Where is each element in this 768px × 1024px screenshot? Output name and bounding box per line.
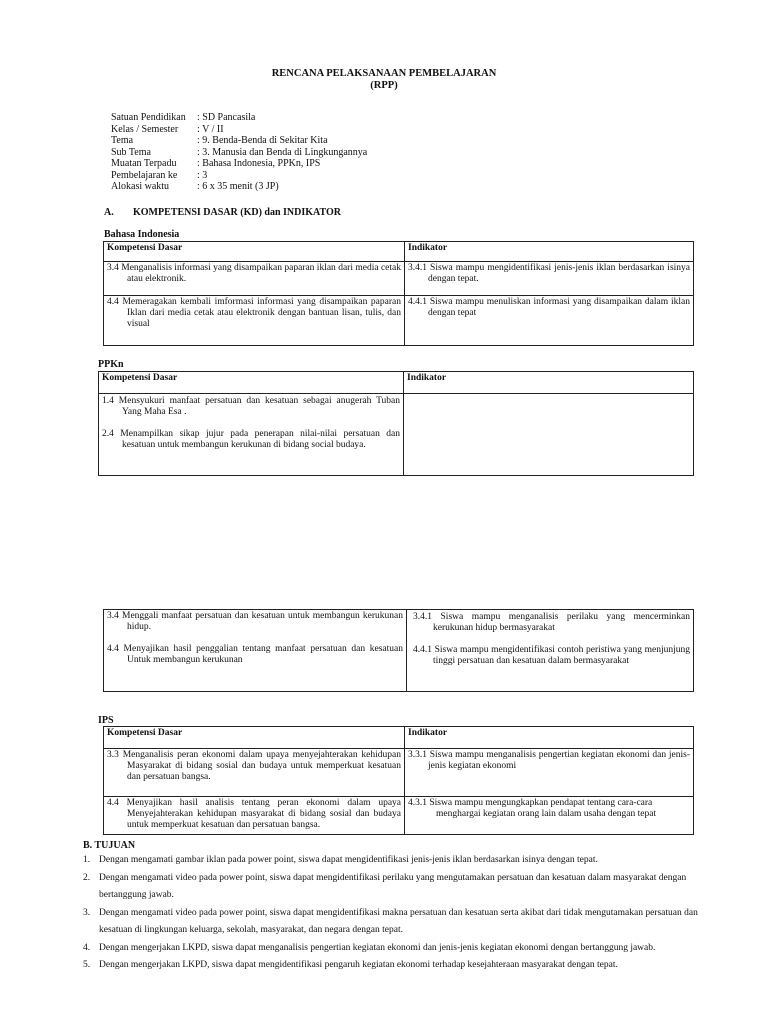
- list-item: 5. Dengan mengerjakan LKPD, siswa dapat mengidentifikasi pengaruh kegiatan ekonomi terhadap kesejahteraan masyarakat dengan tepat.: [83, 960, 618, 970]
- document-title: RENCANA PELAKSANAAN PEMBELAJARAN: [271, 68, 497, 79]
- list-item: 3. Dengan mengamati video pada power point, siswa dapat mengidentifikasi makna persatuan dan kesatuan serta akibat dari tidak mengutamakan persatuan dan kesatuan di lingkungan keluarga, sekolah, masyarakat, dan negara dengan tepat.: [83, 907, 698, 935]
- identity-row: [111, 158, 367, 170]
- indikator-cell: 3.4.1 Siswa mampu mengidentifikasi jenis-jenis iklan berdasarkan isinya dengan tepat.: [405, 262, 694, 296]
- indikator-cell: 3.4.1 Siswa mampu menganalisis perilaku yang mencerminkan kerukunan hidup bermasyarakat 4.4.1 Siswa mampu mengidentifikasi contoh peristiwa yang menjunjung tinggi persatuan dan kesatuan dalam bermasyarakat: [407, 610, 694, 692]
- identity-value: : 6 x 35 menit (3 JP): [197, 181, 279, 192]
- identity-row: [111, 124, 367, 136]
- bahasa-table: [103, 241, 694, 346]
- ips-table: [103, 726, 694, 835]
- identity-label: Tema: [111, 135, 134, 146]
- col-header-kd: Kompetensi Dasar: [104, 727, 405, 749]
- col-header-kd: Kompetensi Dasar: [104, 242, 405, 262]
- identity-label: Muatan Terpadu: [111, 158, 177, 169]
- table-row: [104, 262, 694, 296]
- col-header-kd: Kompetensi Dasar: [99, 372, 404, 394]
- identity-row: [111, 112, 367, 124]
- identity-label: Satuan Pendidikan: [111, 112, 186, 123]
- list-item: 1. Dengan mengamati gambar iklan pada power point, siswa dapat mengidentifikasi jenis-jenis iklan berdasarkan isinya dengan tepat.: [83, 855, 598, 865]
- ips-label: IPS: [98, 715, 114, 726]
- identity-label: Pembelajaran ke: [111, 169, 178, 181]
- identity-label: Alokasi waktu: [111, 181, 170, 192]
- kd-cell: 1.4 Mensyukuri manfaat persatuan dan kesatuan sebagai anugerah Tuban Yang Maha Esa . 2.4 Menampilkan sikap jujur pada penerapan nilai-nilai persatuan dan kesatuan untuk membangun kerukunan di bidang social budaya.: [99, 394, 404, 476]
- identity-label: Sub Tema: [111, 146, 151, 158]
- identity-value: : SD Pancasila: [197, 112, 256, 123]
- identity-value: : 9. Benda-Benda di Sekitar Kita: [197, 135, 328, 146]
- identity-label: Kelas / Semester: [111, 123, 179, 135]
- identity-value: : V / II: [197, 123, 224, 135]
- ppkn-label: PPKn: [98, 359, 124, 370]
- table-row: [99, 394, 694, 476]
- section-b-title: B. TUJUAN: [83, 840, 136, 851]
- kd-cell: 3.4 Menganalisis informasi yang disampaikan paparan iklan dari media cetak atau elektronik.: [104, 262, 405, 296]
- table-row: [104, 296, 694, 346]
- col-header-indikator: Indikator: [405, 727, 694, 749]
- ppkn-table: [98, 371, 694, 476]
- bahasa-label: Bahasa Indonesia: [104, 229, 180, 240]
- identity-value: : Bahasa Indonesia, PPKn, IPS: [197, 158, 321, 169]
- table-row: [104, 749, 694, 797]
- indikator-cell: 4.4.1 Siswa mampu menuliskan informasi yang disampaikan dalam iklan dengan tepat: [405, 296, 694, 346]
- list-item: 4. Dengan mengerjakan LKPD, siswa dapat menganalisis pengertian kegiatan ekonomi dan jenis-jenis kegiatan ekonomi dengan bertanggung jawab.: [83, 942, 656, 953]
- kd-cell: 3.4 Menggali manfaat persatuan dan kesatuan untuk membangun kerukunan hidup. 4.4 Menyajikan hasil penggalian tentang manfaat persatuan dan kesatuan Untuk membangun kerukunan: [104, 610, 407, 692]
- ppkn-table-continued: [103, 609, 694, 692]
- kd-cell: 4.4 Memeragakan kembali imformasi informasi yang disampaikan paparan Iklan dari media cetak atau elektronik dengan bantuan lisan, tulis, dan visual: [104, 296, 405, 346]
- identity-row: [111, 170, 367, 182]
- indikator-cell: [404, 394, 694, 476]
- indikator-cell: 4.3.1 Siswa mampu mengungkapkan pendapat tentang cara-cara menghargai kegiatan orang lain dalam usaha dengan tepat: [405, 797, 694, 835]
- col-header-indikator: Indikator: [404, 372, 694, 394]
- kd-cell: 3.3 Menganalisis peran ekonomi dalam upaya menyejahterakan kehidupan Masyarakat di bidang sosial dan budaya untuk memperkuat kesatuan dan persatuan bangsa.: [104, 749, 405, 797]
- identity-value: : 3: [197, 169, 208, 181]
- kd-cell: 4.4 Menyajikan hasil analisis tentang peran ekonomi dalam upaya Menyejahterakan kehidupan masyarakat di bidang sosial dan budaya untuk memperkuat kesatuan dan persatuan bangsa.: [104, 797, 405, 835]
- identity-value: : 3. Manusia dan Benda di Lingkungannya: [197, 146, 368, 158]
- document-subtitle: (RPP): [370, 80, 398, 91]
- table-row: [104, 610, 694, 692]
- identity-block: [111, 112, 367, 193]
- section-a-number: A.: [104, 207, 114, 218]
- identity-row: [111, 147, 367, 159]
- indikator-cell: 3.3.1 Siswa mampu menganalisis pengertian kegiatan ekonomi dan jenis-jenis kegiatan ekonomi: [405, 749, 694, 797]
- tujuan-list: [83, 852, 699, 975]
- col-header-indikator: Indikator: [405, 242, 694, 262]
- identity-row: [111, 181, 367, 193]
- identity-row: [111, 135, 367, 147]
- list-item: 2. Dengan mengamati video pada power point, siswa dapat mengidentifikasi perilaku yang mengutamakan persatuan dan kesatuan dalam masyarakat dengan bertanggung jawab.: [83, 872, 687, 900]
- table-row: [104, 797, 694, 835]
- section-a-title: KOMPETENSI DASAR (KD) dan INDIKATOR: [133, 207, 341, 218]
